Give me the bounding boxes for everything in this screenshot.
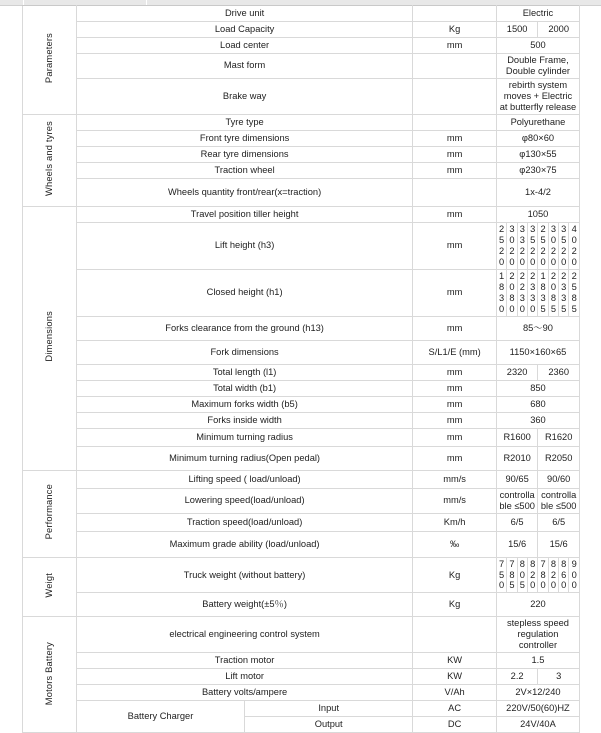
value-cell: 15/6 (496, 531, 537, 557)
table-row (23, 685, 580, 701)
table-row (23, 130, 580, 146)
row-unit (413, 54, 497, 79)
value-cell: 1.5 (496, 653, 579, 669)
row-label: Traction wheel (76, 162, 412, 178)
value-cell: 6/5 (538, 513, 580, 531)
table-row (23, 470, 580, 488)
row-unit: ‰ (413, 531, 497, 557)
row-unit: mm/s (413, 488, 497, 513)
value-cell: Polyurethane (496, 114, 579, 130)
row-label: Maximum forks width (b5) (76, 396, 412, 412)
row-label: Battery Charger (76, 701, 244, 733)
group-label-dimensions (23, 206, 77, 470)
table-row (23, 653, 580, 669)
row-label: Load Capacity (76, 22, 412, 38)
row-label: Drive unit (76, 6, 412, 22)
value-cell: 860 (559, 557, 569, 593)
row-label: Rear tyre dimensions (76, 146, 412, 162)
table-row (23, 6, 580, 22)
value-cell: R1620 (538, 428, 580, 446)
row-unit: mm (413, 269, 497, 316)
row-unit: mm (413, 162, 497, 178)
row-unit: Kg (413, 557, 497, 593)
row-unit: mm (413, 380, 497, 396)
row-unit: mm (413, 396, 497, 412)
value-cell: 2085 (548, 269, 558, 316)
row-label: Wheels quantity front/rear(x=traction) (76, 178, 412, 206)
value-cell: 1150×160×65 (496, 340, 579, 364)
row-unit: AC (413, 701, 497, 717)
value-cell: 2585 (569, 269, 580, 316)
value-cell: rebirth system moves + Electric at butterfly release (496, 78, 579, 114)
value-cell: 15/6 (538, 531, 580, 557)
row-unit (413, 178, 497, 206)
value-cell: 805 (517, 557, 527, 593)
row-unit (413, 114, 497, 130)
row-unit: mm/s (413, 470, 497, 488)
value-cell: 680 (496, 396, 579, 412)
row-label: Lift height (h3) (76, 222, 412, 269)
value-cell: stepless speed regulation controller (496, 617, 579, 653)
row-unit: mm (413, 146, 497, 162)
row-label: Total length (l1) (76, 364, 412, 380)
table-row (23, 162, 580, 178)
row-label: Front tyre dimensions (76, 130, 412, 146)
value-cell: 750 (496, 557, 506, 593)
value-cell: 360 (496, 412, 579, 428)
row-label: Traction speed(load/unload) (76, 513, 412, 531)
table-row (23, 412, 580, 428)
value-cell: 2520 (538, 222, 548, 269)
table-row (23, 78, 580, 114)
value-cell: 2230 (517, 269, 527, 316)
group-label-text: Dimensions (43, 311, 54, 363)
row-label: Lowering speed(load/unload) (76, 488, 412, 513)
table-row (23, 114, 580, 130)
row-label: Traction motor (76, 653, 412, 669)
table-row (23, 531, 580, 557)
value-cell: 4020 (569, 222, 580, 269)
table-row (23, 146, 580, 162)
value-cell: 85～90 (496, 316, 579, 340)
row-unit (413, 617, 497, 653)
value-cell: 90/60 (538, 470, 580, 488)
row-unit: mm (413, 222, 497, 269)
table-row (23, 269, 580, 316)
row-label: Minimum turning radius (76, 428, 412, 446)
group-label-text: Motors Battery (43, 641, 54, 706)
table-row (23, 38, 580, 54)
group-label-text: Weigt (43, 573, 54, 598)
group-label-weight (23, 557, 77, 617)
group-label-text: Performance (43, 484, 54, 540)
value-cell: 3520 (528, 222, 538, 269)
specification-table (22, 5, 580, 733)
table-row (23, 54, 580, 79)
value-cell: 24V/40A (496, 717, 579, 733)
table-row (23, 396, 580, 412)
value-cell: 1500 (496, 22, 537, 38)
row-label: Truck weight (without battery) (76, 557, 412, 593)
row-label: Minimum turning radius(Open pedal) (76, 446, 412, 470)
row-label: Brake way (76, 78, 412, 114)
row-unit: DC (413, 717, 497, 733)
value-cell: 1050 (496, 206, 579, 222)
row-unit (413, 78, 497, 114)
value-cell: R2050 (538, 446, 580, 470)
row-label: Forks inside width (76, 412, 412, 428)
row-unit: mm (413, 446, 497, 470)
group-label-wheels (23, 114, 77, 206)
row-label: Lift motor (76, 669, 412, 685)
value-cell: φ80×60 (496, 130, 579, 146)
value-cell: 2V×12/240 (496, 685, 579, 701)
row-label: Closed height (h1) (76, 269, 412, 316)
table-row (23, 669, 580, 685)
value-cell: 2335 (559, 269, 569, 316)
row-unit: mm (413, 316, 497, 340)
value-cell: 220V/50(60)HZ (496, 701, 579, 717)
row-unit (413, 6, 497, 22)
table-row (23, 513, 580, 531)
value-cell: 850 (496, 380, 579, 396)
value-cell: controllable ≤500 (496, 488, 537, 513)
table-row (23, 340, 580, 364)
row-unit: KW (413, 669, 497, 685)
group-label-motors (23, 617, 77, 733)
row-label: Lifting speed ( load/unload) (76, 470, 412, 488)
row-unit: mm (413, 364, 497, 380)
value-cell: 3020 (548, 222, 558, 269)
row-unit: Km/h (413, 513, 497, 531)
row-label: Forks clearance from the ground (h13) (76, 316, 412, 340)
value-cell: 785 (507, 557, 517, 593)
table-row (23, 206, 580, 222)
row-unit: mm (413, 428, 497, 446)
row-label: Load center (76, 38, 412, 54)
row-unit: mm (413, 38, 497, 54)
value-cell: Electric (496, 6, 579, 22)
table-row (23, 617, 580, 653)
specification-table-body (23, 6, 580, 733)
value-cell: 2.2 (496, 669, 537, 685)
row-label: Mast form (76, 54, 412, 79)
row-label: Fork dimensions (76, 340, 412, 364)
table-row (23, 701, 580, 717)
value-cell: 2320 (496, 364, 537, 380)
row-label: electrical engineering control system (76, 617, 412, 653)
table-row (23, 593, 580, 617)
group-label-performance (23, 470, 77, 557)
value-cell: 820 (548, 557, 558, 593)
value-cell: 2520 (496, 222, 506, 269)
value-cell: 220 (496, 593, 579, 617)
value-cell: R2010 (496, 446, 537, 470)
row-unit: S/L1/E (mm) (413, 340, 497, 364)
row-unit: Kg (413, 593, 497, 617)
row-unit: V/Ah (413, 685, 497, 701)
row-label: Battery volts/ampere (76, 685, 412, 701)
table-row (23, 380, 580, 396)
value-cell: controllable ≤500 (538, 488, 580, 513)
row-unit: KW (413, 653, 497, 669)
row-unit: Kg (413, 22, 497, 38)
value-cell: 2080 (507, 269, 517, 316)
row-label: Tyre type (76, 114, 412, 130)
table-row (23, 557, 580, 593)
value-cell: 500 (496, 38, 579, 54)
table-row (23, 316, 580, 340)
value-cell: 820 (528, 557, 538, 593)
group-label-text: Parameters (43, 33, 54, 84)
row-sublabel: Input (245, 701, 413, 717)
value-cell: R1600 (496, 428, 537, 446)
value-cell: 3520 (559, 222, 569, 269)
value-cell: 2000 (538, 22, 580, 38)
value-cell: 1830 (496, 269, 506, 316)
row-sublabel: Output (245, 717, 413, 733)
value-cell: 3 (538, 669, 580, 685)
value-cell: 3020 (507, 222, 517, 269)
value-cell: φ230×75 (496, 162, 579, 178)
row-label: Battery weight(±5％) (76, 593, 412, 617)
table-row (23, 428, 580, 446)
table-row (23, 222, 580, 269)
value-cell: φ130×55 (496, 146, 579, 162)
value-cell: 1835 (538, 269, 548, 316)
value-cell: 2360 (538, 364, 580, 380)
group-label-text: Wheels and tyres (43, 121, 54, 197)
table-row (23, 178, 580, 206)
table-row (23, 364, 580, 380)
value-cell: 3320 (517, 222, 527, 269)
table-row (23, 446, 580, 470)
value-cell: 900 (569, 557, 580, 593)
value-cell: Double Frame, Double cylinder (496, 54, 579, 79)
value-cell: 1x-4/2 (496, 178, 579, 206)
group-label-parameters (23, 6, 77, 115)
table-row (23, 22, 580, 38)
table-row (23, 488, 580, 513)
value-cell: 6/5 (496, 513, 537, 531)
value-cell: 2330 (528, 269, 538, 316)
row-unit: mm (413, 412, 497, 428)
row-label: Maximum grade ability (load/unload) (76, 531, 412, 557)
value-cell: 780 (538, 557, 548, 593)
value-cell: 90/65 (496, 470, 537, 488)
row-label: Travel position tiller height (76, 206, 412, 222)
row-label: Total width (b1) (76, 380, 412, 396)
row-unit: mm (413, 206, 497, 222)
row-unit: mm (413, 130, 497, 146)
